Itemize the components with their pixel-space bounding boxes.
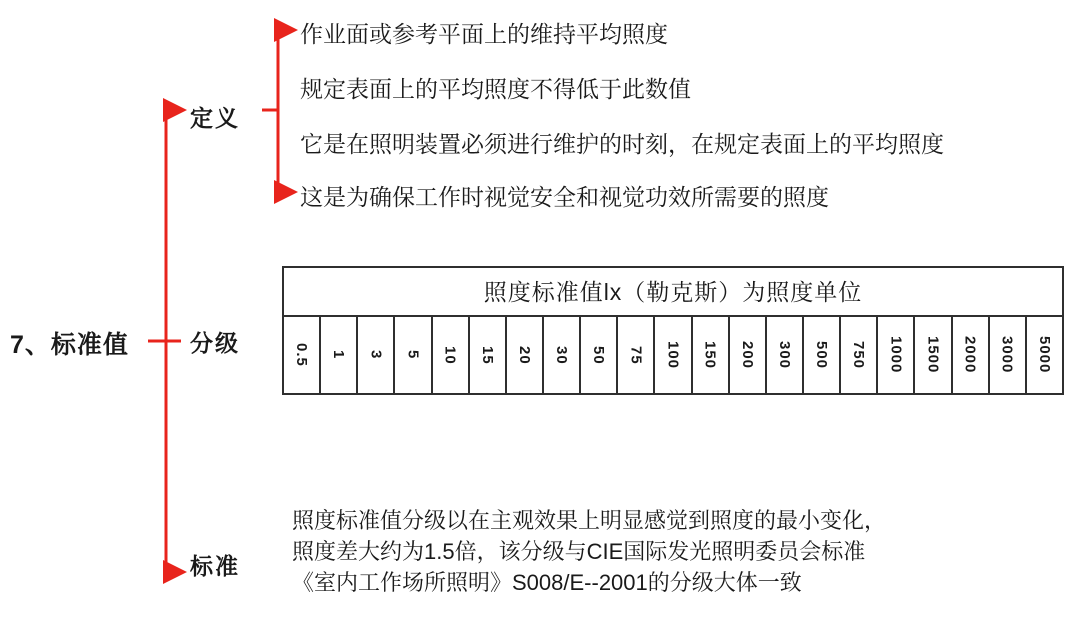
scale-cell-value: 0.5 [293, 343, 311, 367]
scale-cell [581, 317, 618, 393]
scale-cell [1027, 317, 1062, 393]
scale-cell [321, 317, 358, 393]
scale-cell-value: 50 [590, 345, 608, 365]
root-node-label: 7、标准值 [10, 331, 129, 359]
scale-cell [693, 317, 730, 393]
scale-cell [767, 317, 804, 393]
scale-cell-value: 300 [775, 340, 793, 370]
scale-cell [953, 317, 990, 393]
scale-table-title: 照度标准值lx（勒克斯）为照度单位 [284, 268, 1062, 317]
scale-cell [358, 317, 395, 393]
branch-label-standard: 标准 [190, 553, 240, 579]
scale-cell-value: 3 [367, 350, 385, 360]
scale-cell-value: 750 [850, 340, 868, 370]
scale-cell-value: 1 [330, 350, 348, 360]
scale-cell-value: 5 [404, 350, 422, 360]
scale-cell-value: 5000 [1035, 336, 1053, 374]
scale-cell [433, 317, 470, 393]
scale-cell-value: 10 [441, 345, 459, 365]
scale-cell [841, 317, 878, 393]
scale-cell-value: 200 [738, 340, 756, 370]
standard-note-line: 《室内工作场所照明》S008/E--2001的分级大体一致 [292, 570, 802, 596]
scale-cell-value: 15 [478, 345, 496, 365]
scale-cell [878, 317, 915, 393]
scale-cell [655, 317, 692, 393]
scale-cell-value: 3000 [998, 336, 1016, 374]
definition-item: 这是为确保工作时视觉安全和视觉功效所需要的照度 [300, 184, 829, 210]
scale-cell-value: 2000 [961, 336, 979, 374]
scale-cell-value: 1000 [887, 336, 905, 374]
scale-cell [804, 317, 841, 393]
scale-cell [284, 317, 321, 393]
scale-cell [730, 317, 767, 393]
branch-label-definition: 定义 [190, 105, 240, 131]
scale-cell [990, 317, 1027, 393]
scale-cell-value: 100 [664, 340, 682, 370]
scale-cell-value: 500 [813, 340, 831, 370]
scale-cell [915, 317, 952, 393]
definition-item: 规定表面上的平均照度不得低于此数值 [300, 76, 691, 102]
definition-item: 它是在照明装置必须进行维护的时刻，在规定表面上的平均照度 [300, 131, 944, 157]
standard-note-line: 照度差大约为1.5倍，该分级与CIE国际发光照明委员会标准 [292, 539, 866, 565]
scale-cell [395, 317, 432, 393]
scale-cell [507, 317, 544, 393]
scale-cell-value: 30 [553, 345, 571, 365]
illuminance-scale-table [282, 266, 1064, 395]
scale-table-cells [284, 317, 1062, 393]
definition-item: 作业面或参考平面上的维持平均照度 [300, 21, 668, 47]
scale-cell-value: 150 [701, 340, 719, 370]
scale-cell [618, 317, 655, 393]
scale-cell-value: 75 [627, 345, 645, 365]
scale-cell-value: 1500 [924, 336, 942, 374]
standard-note-line: 照度标准值分级以在主观效果上明显感觉到照度的最小变化， [292, 508, 887, 533]
scale-cell [470, 317, 507, 393]
scale-cell [544, 317, 581, 393]
scale-cell-value: 20 [515, 345, 533, 365]
standard-note [292, 505, 886, 599]
branch-label-grading: 分级 [190, 330, 240, 356]
